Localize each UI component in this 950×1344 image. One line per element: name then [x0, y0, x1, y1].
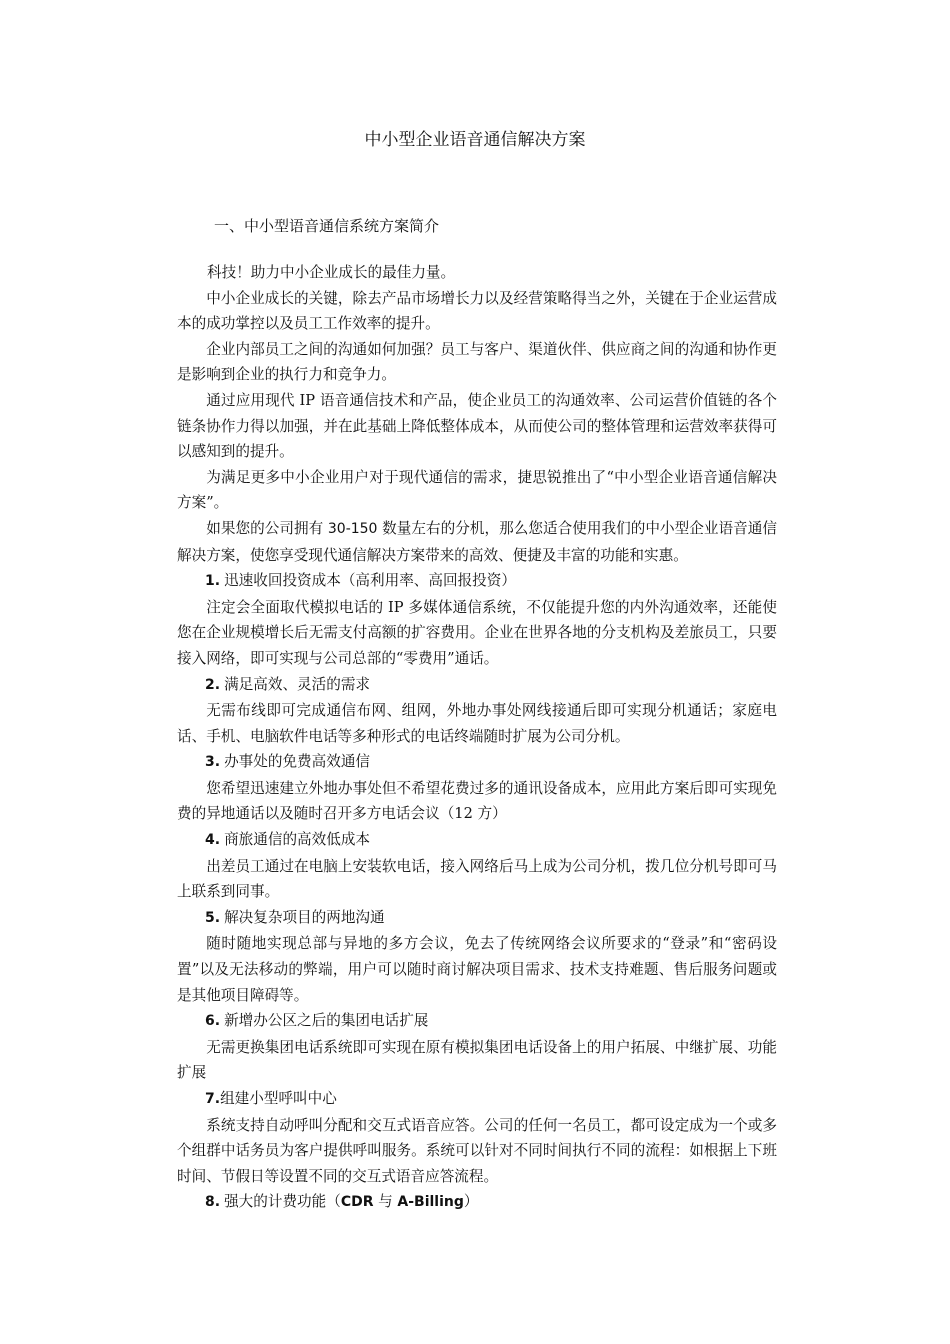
item-title: 商旅通信的高效低成本 [224, 831, 371, 849]
document-title: 中小型企业语音通信解决方案 [364, 130, 586, 150]
item-number: 8. [205, 1194, 221, 1211]
item-body: 无需更换集团电话系统即可实现在原有模拟集团电话设备上的用户拓展、中继扩展、功能扩展 [177, 1038, 777, 1082]
item-number: 7. [205, 1091, 221, 1107]
item-body: 您希望迅速建立外地办事处但不希望花费过多的通讯设备成本，应用此方案后即可实现免费的异地通话以及随时召开多方电话会议（12 方） [177, 779, 777, 823]
item-heading [177, 672, 777, 699]
item-title: 办事处的免费高效通信 [224, 753, 371, 771]
item-number: 4. [205, 832, 221, 849]
intro-paragraph [177, 516, 777, 568]
cdr-term: CDR [340, 1194, 374, 1211]
section-heading: 一、中小型语音通信系统方案简介 [214, 217, 440, 235]
abilling-term: A-Billing [397, 1194, 464, 1211]
item-title: 解决复杂项目的两地沟通 [224, 908, 385, 926]
paragraph: 中小企业成长的关键，除去产品市场增长力以及经营策略得当之外，关键在于企业运营成本的成功掌控以及员工工作效率的提升。 [177, 289, 777, 333]
item-body: 无需布线即可完成通信布网、组网，外地办事处网线接通后即可实现分机通话；家庭电话、手机、电脑软件电话等多种形式的电话终端随时扩展为公司分机。 [177, 702, 777, 745]
item-title: 强大的计费功能（ [224, 1193, 341, 1211]
item-heading [177, 568, 777, 595]
paragraph: 为满足更多中小企业用户对于现代通信的需求，捷思锐推出了“中小型企业语音通信解决方案”。 [177, 468, 777, 512]
item-body: 系统支持自动呼叫分配和交互式语音应答。公司的任何一名员工，都可设定成为一个或多个组群中话务员为客户提供呼叫服务。系统可以针对不同时间执行不同的流程：如根据上下班时间、节假日等设置不同的交互式语音应答流程。 [177, 1116, 777, 1185]
item-body: 出差员工通过在电脑上安装软电话，接入网络后马上成为公司分机，拨几位分机号即可马上联系到同事。 [177, 857, 777, 901]
item-number: 6. [205, 1013, 221, 1030]
item-number: 2. [205, 676, 221, 693]
extension-range: 30-150 [327, 520, 378, 537]
lead-paragraph: 科技！助力中小企业成长的最佳力量。 [207, 264, 456, 281]
item-number: 1. [205, 573, 221, 590]
document-body [177, 260, 777, 1216]
item-heading [177, 827, 777, 854]
item-title: 满足高效、灵活的需求 [224, 675, 371, 693]
item-number: 5. [205, 909, 221, 926]
item-number: 3. [205, 754, 221, 771]
intro-text: 如果您的公司拥有 [206, 519, 328, 537]
item-title: 迅速收回投资成本（高利用率、高回报投资） [224, 572, 516, 590]
item-heading [177, 749, 777, 776]
item-title-mid: 与 [373, 1193, 398, 1211]
item-body: 注定会全面取代模拟电话的 IP 多媒体通信系统，不仅能提升您的内外沟通效率，还能使您在企业规模增长后无需支付高额的扩容费用。企业在世界各地的分支机构及差旅员工，只要接入网络，即可实现与公司总部的“零费用”通话。 [177, 598, 777, 667]
item-heading [177, 905, 777, 932]
paragraph: 企业内部员工之间的沟通如何加强？员工与客户、渠道伙伴、供应商之间的沟通和协作更是影响到企业的执行力和竞争力。 [177, 340, 777, 384]
item-body: 随时随地实现总部与异地的多方会议，免去了传统网络会议所要求的“登录”和“密码设置”以及无法移动的弊端，用户可以随时商讨解决项目需求、技术支持难题、售后服务问题或是其他项目障碍等。 [177, 935, 777, 1004]
item-title-end: ） [463, 1193, 479, 1211]
item-heading [177, 1189, 777, 1216]
paragraph: 通过应用现代 IP 语音通信技术和产品，使企业员工的沟通效率、公司运营价值链的各个链条协作力得以加强，并在此基础上降低整体成本，从而使公司的整体管理和运营效率获得可以感知到的提升。 [177, 391, 777, 461]
item-heading [177, 1008, 777, 1035]
item-title: 组建小型呼叫中心 [220, 1090, 337, 1107]
item-title: 新增办公区之后的集团电话扩展 [224, 1012, 429, 1030]
intro-text: 数量左右的分机，那么您适合使用我们的中小型企业语音通信解决方案，使您享受现代通信解决方案带来的高效、便捷及丰富的功能和实惠。 [177, 519, 777, 564]
item-heading [177, 1086, 777, 1113]
